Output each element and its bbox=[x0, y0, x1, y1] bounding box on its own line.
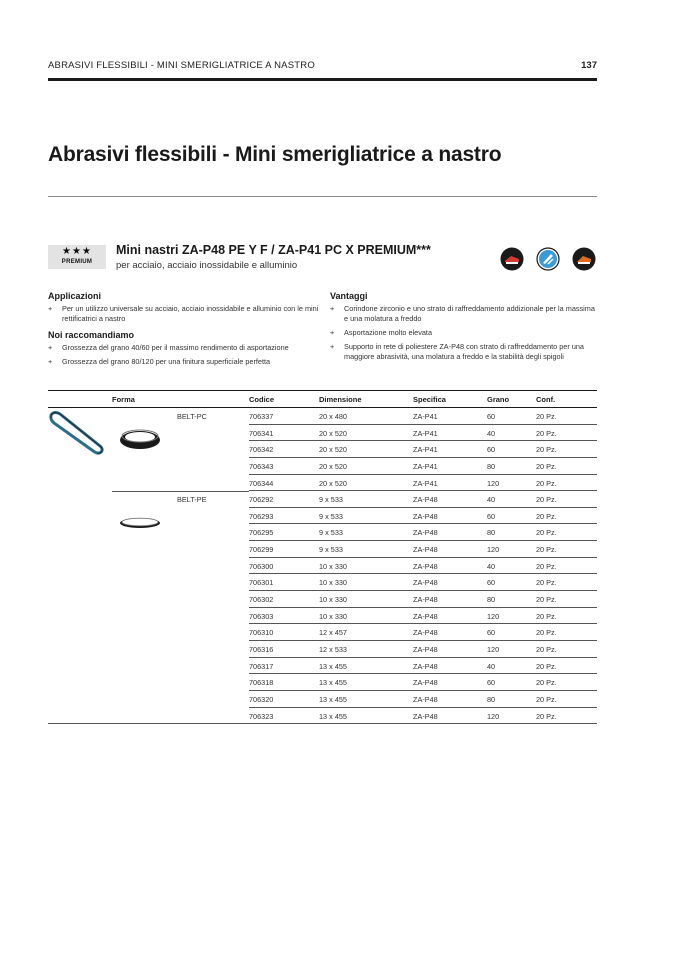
cell-specifica: ZA-P48 bbox=[413, 495, 438, 505]
cell-conf: 20 Pz. bbox=[536, 412, 557, 421]
table-row bbox=[48, 524, 597, 541]
cell-dimensione: 12 x 457 bbox=[319, 628, 347, 638]
plus-icon: + bbox=[330, 304, 335, 313]
premium-badge bbox=[48, 245, 106, 269]
table-row bbox=[48, 691, 597, 708]
cell-specifica: ZA-P48 bbox=[413, 611, 438, 621]
cell-grano: 40 bbox=[487, 428, 496, 438]
cell-dimensione: 20 x 520 bbox=[319, 478, 347, 488]
cell-dimensione: 12 x 533 bbox=[319, 644, 347, 654]
col-grano: Grano bbox=[487, 395, 510, 404]
table-row bbox=[48, 674, 597, 691]
cell-specifica: ZA-P48 bbox=[413, 578, 438, 588]
cell-dimensione: 9 x 533 bbox=[319, 545, 343, 555]
cell-dimensione: 9 x 533 bbox=[319, 495, 343, 505]
cell-grano: 80 bbox=[487, 528, 496, 538]
table-row bbox=[48, 624, 597, 641]
cell-conf: 20 Pz. bbox=[536, 611, 557, 621]
running-header bbox=[48, 60, 597, 74]
cell-conf: 20 Pz. bbox=[536, 711, 557, 721]
col-conf: Conf. bbox=[536, 395, 556, 404]
aluminium-application-icon bbox=[572, 247, 596, 271]
cell-specifica: ZA-P48 bbox=[413, 661, 438, 671]
table-row bbox=[48, 708, 597, 725]
table-row bbox=[48, 608, 597, 625]
left-info-column bbox=[48, 291, 323, 371]
col-specifica: Specifica bbox=[413, 395, 446, 404]
table-row bbox=[48, 541, 597, 558]
cell-conf: 20 Pz. bbox=[536, 595, 557, 605]
plus-icon: + bbox=[330, 328, 335, 337]
cell-dimensione: 10 x 330 bbox=[319, 578, 347, 588]
table-row bbox=[48, 425, 597, 442]
cell-grano: 40 bbox=[487, 495, 496, 505]
cell-grano: 60 bbox=[487, 578, 496, 588]
cell-dimensione: 9 x 533 bbox=[319, 528, 343, 538]
cell-specifica: ZA-P41 bbox=[413, 412, 438, 421]
cell-conf: 20 Pz. bbox=[536, 545, 557, 555]
cell-codice: 706317 bbox=[249, 661, 274, 671]
cell-grano: 60 bbox=[487, 412, 496, 421]
plus-icon: + bbox=[48, 304, 53, 313]
table-row bbox=[48, 458, 597, 475]
cell-grano: 120 bbox=[487, 545, 500, 555]
cell-codice: 706318 bbox=[249, 678, 274, 688]
badge-stars: ★★★ bbox=[62, 246, 92, 257]
raccomandiamo-item: + Grossezza del grano 80/120 per una finitura superficiale perfetta bbox=[48, 357, 271, 366]
cell-specifica: ZA-P41 bbox=[413, 445, 438, 455]
cell-grano: 60 bbox=[487, 628, 496, 638]
table-row bbox=[48, 408, 597, 425]
vantaggi-heading: Vantaggi bbox=[330, 291, 368, 301]
cell-conf: 20 Pz. bbox=[536, 644, 557, 654]
cell-conf: 20 Pz. bbox=[536, 495, 557, 505]
raccomandiamo-item: + Grossezza del grano 40/60 per il massimo rendimento di asportazione bbox=[48, 343, 289, 352]
cell-codice: 706342 bbox=[249, 445, 274, 455]
cell-dimensione: 13 x 455 bbox=[319, 711, 347, 721]
cell-grano: 120 bbox=[487, 478, 500, 488]
product-title: Mini nastri ZA-P48 PE Y F / ZA-P41 PC X PREMIUM*** bbox=[116, 243, 431, 257]
cell-dimensione: 20 x 480 bbox=[319, 412, 347, 421]
cell-codice: 706310 bbox=[249, 628, 274, 638]
cell-dimensione: 9 x 533 bbox=[319, 511, 343, 521]
cell-grano: 60 bbox=[487, 511, 496, 521]
cell-codice: 706316 bbox=[249, 644, 274, 654]
cell-codice: 706299 bbox=[249, 545, 274, 555]
cell-dimensione: 20 x 520 bbox=[319, 445, 347, 455]
cell-dimensione: 20 x 520 bbox=[319, 461, 347, 471]
cell-conf: 20 Pz. bbox=[536, 461, 557, 471]
table-row bbox=[48, 441, 597, 458]
cell-specifica: ZA-P48 bbox=[413, 628, 438, 638]
cell-conf: 20 Pz. bbox=[536, 511, 557, 521]
title-rule bbox=[48, 196, 597, 197]
cell-codice: 706337 bbox=[249, 412, 274, 421]
cell-grano: 40 bbox=[487, 661, 496, 671]
cell-grano: 120 bbox=[487, 644, 500, 654]
plus-icon: + bbox=[48, 343, 53, 352]
cell-grano: 80 bbox=[487, 461, 496, 471]
cell-codice: 706343 bbox=[249, 461, 274, 471]
cell-grano: 40 bbox=[487, 561, 496, 571]
table-row bbox=[48, 574, 597, 591]
group-divider bbox=[112, 491, 249, 492]
cell-dimensione: 13 x 455 bbox=[319, 678, 347, 688]
table-row bbox=[48, 491, 597, 508]
cell-conf: 20 Pz. bbox=[536, 578, 557, 588]
col-forma: Forma bbox=[112, 395, 135, 404]
cell-codice: 706341 bbox=[249, 428, 274, 438]
col-codice: Codice bbox=[249, 395, 275, 404]
cell-conf: 20 Pz. bbox=[536, 445, 557, 455]
cell-grano: 120 bbox=[487, 711, 500, 721]
cell-dimensione: 10 x 330 bbox=[319, 611, 347, 621]
table-row bbox=[48, 658, 597, 675]
cell-specifica: ZA-P41 bbox=[413, 478, 438, 488]
cell-dimensione: 13 x 455 bbox=[319, 694, 347, 704]
group-label: BELT-PE bbox=[177, 495, 207, 505]
section-title: ABRASIVI FLESSIBILI - MINI SMERIGLIATRICE A NASTRO bbox=[48, 60, 315, 71]
product-subtitle: per acciaio, acciaio inossidabile e alluminio bbox=[116, 260, 298, 271]
right-info-column bbox=[330, 291, 597, 366]
vantaggi-item: + Asportazione molto elevata bbox=[330, 328, 433, 337]
table-row bbox=[48, 508, 597, 525]
cell-grano: 80 bbox=[487, 694, 496, 704]
col-dimensione: Dimensione bbox=[319, 395, 362, 404]
cell-codice: 706295 bbox=[249, 528, 274, 538]
cell-specifica: ZA-P48 bbox=[413, 694, 438, 704]
row-divider bbox=[48, 723, 597, 724]
vantaggi-item: + Supporto in rete di poliestere ZA-P48 con strato di raffreddamento per una maggiore abrasività, una molatura a freddo e la stabilità degli spigoli bbox=[330, 342, 584, 361]
table-row bbox=[48, 591, 597, 608]
cell-conf: 20 Pz. bbox=[536, 478, 557, 488]
cell-grano: 80 bbox=[487, 595, 496, 605]
cell-codice: 706320 bbox=[249, 694, 274, 704]
cell-conf: 20 Pz. bbox=[536, 428, 557, 438]
table-row bbox=[48, 475, 597, 492]
cell-dimensione: 13 x 455 bbox=[319, 661, 347, 671]
cell-specifica: ZA-P48 bbox=[413, 528, 438, 538]
cell-codice: 706344 bbox=[249, 478, 274, 488]
applicazioni-heading: Applicazioni bbox=[48, 291, 102, 301]
header-rule bbox=[48, 78, 597, 81]
plus-icon: + bbox=[330, 342, 335, 351]
cell-conf: 20 Pz. bbox=[536, 628, 557, 638]
cell-specifica: ZA-P48 bbox=[413, 561, 438, 571]
table-row bbox=[48, 558, 597, 575]
cell-specifica: ZA-P41 bbox=[413, 428, 438, 438]
cell-grano: 60 bbox=[487, 678, 496, 688]
cell-conf: 20 Pz. bbox=[536, 661, 557, 671]
badge-label: PREMIUM bbox=[61, 259, 93, 265]
cell-specifica: ZA-P48 bbox=[413, 545, 438, 555]
cell-conf: 20 Pz. bbox=[536, 694, 557, 704]
table-header bbox=[48, 390, 597, 408]
table-row bbox=[48, 641, 597, 658]
cell-dimensione: 20 x 520 bbox=[319, 428, 347, 438]
cell-dimensione: 10 x 330 bbox=[319, 561, 347, 571]
cell-codice: 706302 bbox=[249, 595, 274, 605]
vantaggi-item: + Corindone zirconio e uno strato di raffreddamento addizionale per la massima e una molatura a freddo bbox=[330, 304, 595, 323]
cell-conf: 20 Pz. bbox=[536, 528, 557, 538]
page-title: Abrasivi flessibili - Mini smerigliatrice a nastro bbox=[48, 143, 502, 166]
cell-dimensione: 10 x 330 bbox=[319, 595, 347, 605]
page-number: 137 bbox=[581, 60, 597, 71]
cell-conf: 20 Pz. bbox=[536, 561, 557, 571]
cell-codice: 706303 bbox=[249, 611, 274, 621]
cell-conf: 20 Pz. bbox=[536, 678, 557, 688]
stainless-steel-application-icon bbox=[536, 247, 560, 271]
cell-specifica: ZA-P48 bbox=[413, 511, 438, 521]
cell-codice: 706292 bbox=[249, 495, 274, 505]
cell-codice: 706293 bbox=[249, 511, 274, 521]
cell-specifica: ZA-P48 bbox=[413, 644, 438, 654]
cell-codice: 706323 bbox=[249, 711, 274, 721]
cell-specifica: ZA-P48 bbox=[413, 711, 438, 721]
group-label: BELT-PC bbox=[177, 412, 207, 421]
cell-specifica: ZA-P48 bbox=[413, 595, 438, 605]
cell-specifica: ZA-P41 bbox=[413, 461, 438, 471]
product-table bbox=[48, 408, 597, 724]
cell-grano: 120 bbox=[487, 611, 500, 621]
applicazioni-item: + Per un utilizzo universale su acciaio, acciaio inossidabile e alluminio con le mini rettificatrici a nastro bbox=[48, 304, 319, 323]
cell-codice: 706300 bbox=[249, 561, 274, 571]
cell-specifica: ZA-P48 bbox=[413, 678, 438, 688]
cell-codice: 706301 bbox=[249, 578, 274, 588]
cell-grano: 60 bbox=[487, 445, 496, 455]
steel-application-icon bbox=[500, 247, 524, 271]
plus-icon: + bbox=[48, 357, 53, 366]
raccomandiamo-heading: Noi raccomandiamo bbox=[48, 330, 135, 340]
